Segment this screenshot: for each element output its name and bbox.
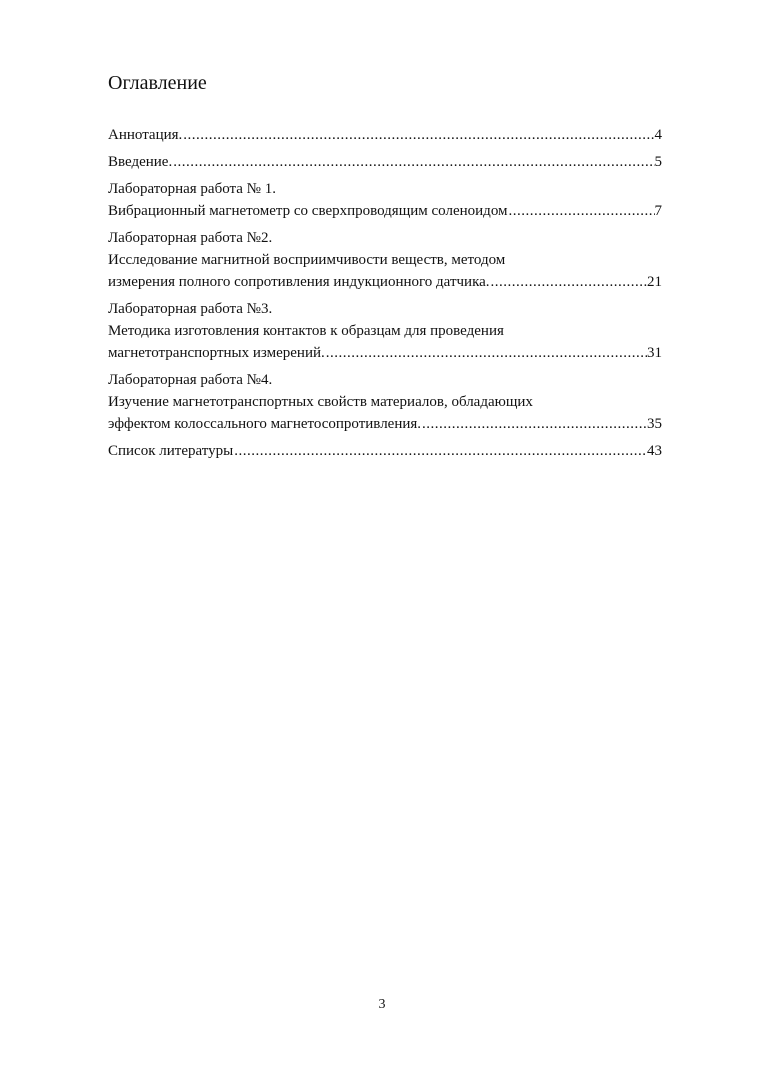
- toc-entry-line: [108, 151, 662, 173]
- dot-leader: [421, 413, 647, 435]
- toc-entry-line: [108, 342, 662, 364]
- toc-entry-page: 7: [654, 203, 662, 219]
- dot-leader: [172, 151, 654, 173]
- toc-entry-heading: Лабораторная работа №4.: [108, 372, 273, 388]
- toc-entry-annotation[interactable]: [108, 124, 662, 146]
- toc-entry-title: магнетотранспортных измерений.: [108, 345, 325, 361]
- dot-leader: [490, 271, 647, 293]
- dot-leader: [182, 124, 654, 146]
- toc-entry-heading: Лабораторная работа №2.: [108, 230, 273, 246]
- toc-entry-title-line: Изучение магнетотранспортных свойств материалов, обладающих: [108, 394, 533, 410]
- toc-entry-lab-4[interactable]: [108, 369, 662, 435]
- toc-entry-title: Список литературы: [108, 443, 234, 459]
- toc-entry-title: эффектом колоссального магнетосопротивления.: [108, 416, 422, 432]
- toc-entry-lab-2[interactable]: [108, 227, 662, 293]
- toc-entry-line: [108, 271, 662, 293]
- toc-entry-introduction[interactable]: [108, 151, 662, 173]
- toc-entry-line: [108, 413, 662, 435]
- page-number: 3: [378, 997, 386, 1012]
- toc-entry-page: 31: [647, 345, 662, 361]
- toc-entry-line: [108, 440, 662, 462]
- toc-entry-lab-3[interactable]: [108, 298, 662, 364]
- toc-entry-page: 43: [647, 443, 662, 459]
- toc-heading: Оглавление: [108, 72, 207, 94]
- toc-entry-title: Вибрационный магнетометр со сверхпроводящим соленоидом: [108, 203, 508, 219]
- toc-entry-page: 35: [647, 416, 662, 432]
- toc-entry-lab-1[interactable]: [108, 178, 662, 222]
- toc-entry-title: Аннотация.: [108, 127, 183, 143]
- dot-leader: [325, 342, 647, 364]
- dot-leader: [233, 440, 647, 462]
- toc-entry-title-line: Методика изготовления контактов к образцам для проведения: [108, 323, 504, 339]
- toc-entry-page: 21: [647, 274, 662, 290]
- toc-entry-line: [108, 200, 662, 222]
- dot-leader: [508, 200, 655, 222]
- toc-entry-page: 4: [654, 127, 662, 143]
- toc-entry-bibliography[interactable]: [108, 440, 662, 462]
- toc-entry-title-line: Исследование магнитной восприимчивости веществ, методом: [108, 252, 506, 268]
- toc-entry-heading: Лабораторная работа №3.: [108, 301, 273, 317]
- toc-entry-heading: Лабораторная работа № 1.: [108, 181, 276, 197]
- toc-entry-title: измерения полного сопротивления индукционного датчика.: [108, 274, 490, 290]
- toc-entry-page: 5: [654, 154, 662, 170]
- table-of-contents: [108, 124, 662, 467]
- toc-entry-line: [108, 124, 662, 146]
- toc-entry-title: Введение.: [108, 154, 173, 170]
